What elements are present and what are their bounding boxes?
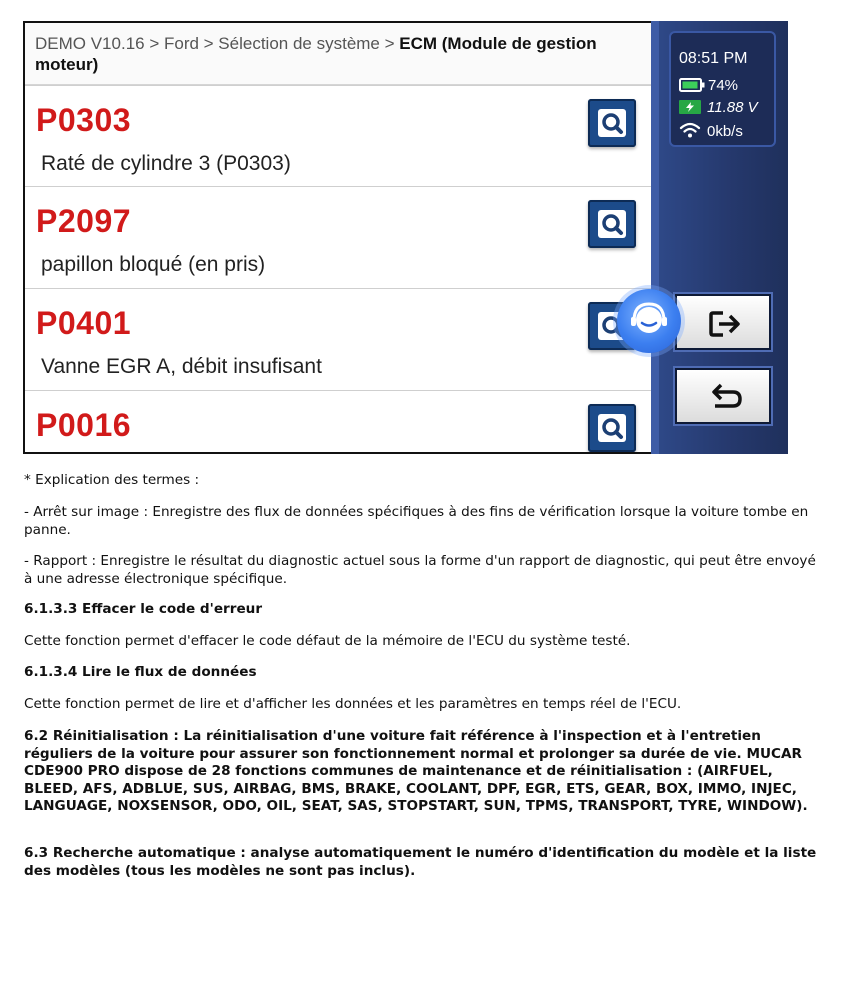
section-heading-clear-code: 6.1.3.3 Effacer le code d'erreur bbox=[24, 601, 263, 617]
voltage-value: 11.88 V bbox=[707, 99, 758, 116]
breadcrumb bbox=[25, 23, 651, 85]
dtc-row[interactable] bbox=[25, 85, 651, 187]
dtc-row[interactable] bbox=[25, 391, 651, 454]
section-reset: 6.2 Réinitialisation : La réinitialisation d'une voiture fait référence à l'inspection et à l'entretien réguliers de la voiture pour assurer son fonctionnement normal et prolonger sa durée de vie. MUCAR CDE900 PRO dispose de 28 fonctions communes de maintenance et de réinitialisation : (AIRFUEL, BLEED, AFS, ADBLUE, SUS, AIRBAG, BMS, BRAKE, COOLANT, DPF, EGR, ETS, GEAR, BOX, IMMO, INJEC, LANGUAGE, NOXSENSOR, ODO, OIL, SEAT, SAS, STOPSTART, SUN, TPMS, TRANSPORT, TYRE, WINDOW). bbox=[24, 728, 808, 814]
clock: 08:51 PM bbox=[679, 50, 748, 67]
section-auto-search: 6.3 Recherche automatique : analyse automatiquement le numéro d'identification du modèle et la liste des modèles (tous les modèles ne sont pas inclus). bbox=[24, 845, 817, 879]
battery-level: 74% bbox=[708, 77, 739, 94]
dtc-description: Vanne EGR A, débit insufisant bbox=[41, 355, 322, 378]
paragraph-live-data: Cette fonction permet de lire et d'afficher les données et les paramètres en temps réel de l'ECU. bbox=[24, 696, 682, 712]
dtc-row[interactable] bbox=[25, 187, 651, 289]
breadcrumb-current: ECM (Module de gestion moteur) bbox=[35, 34, 597, 74]
dtc-list bbox=[25, 85, 651, 454]
status-panel bbox=[669, 31, 776, 147]
wifi-icon bbox=[679, 122, 701, 142]
breadcrumb-path: DEMO V10.16 > Ford > Sélection de système > bbox=[35, 34, 400, 53]
diagnostic-screenshot bbox=[23, 21, 788, 454]
search-icon[interactable] bbox=[588, 404, 636, 452]
exit-button[interactable] bbox=[675, 294, 771, 350]
dtc-description: papillon bloqué (en pris) bbox=[41, 253, 266, 276]
dtc-panel bbox=[23, 21, 651, 454]
back-button[interactable] bbox=[675, 368, 771, 424]
section-heading-live-data: 6.1.3.4 Lire le flux de données bbox=[24, 664, 257, 680]
dtc-row[interactable] bbox=[25, 289, 651, 391]
paragraph-report: - Rapport : Enregistre le résultat du diagnostic actuel sous la forme d'un rapport de diagnostic, qui peut être envoyé à une adresse électronique spécifique. bbox=[24, 553, 816, 587]
dtc-code: P2097 bbox=[36, 203, 132, 239]
dtc-code: P0401 bbox=[36, 305, 132, 341]
paragraph-clear-code: Cette fonction permet d'effacer le code défaut de la mémoire de l'ECU du système testé. bbox=[24, 633, 631, 649]
search-icon[interactable] bbox=[588, 99, 636, 147]
search-icon[interactable] bbox=[588, 200, 636, 248]
network-speed: 0kb/s bbox=[707, 123, 743, 140]
dtc-code: P0303 bbox=[36, 102, 132, 138]
right-sidebar bbox=[651, 21, 788, 454]
dtc-code: P0016 bbox=[36, 407, 132, 443]
dtc-description: Raté de cylindre 3 (P0303) bbox=[41, 152, 291, 175]
assistant-icon[interactable] bbox=[617, 289, 681, 353]
paragraph-freeze-frame: - Arrêt sur image : Enregistre des flux de données spécifiques à des fins de vérification lorsque la voiture tombe en panne. bbox=[24, 504, 809, 538]
voltage-icon bbox=[679, 100, 701, 118]
battery-icon bbox=[679, 78, 705, 96]
terms-heading: * Explication des termes : bbox=[24, 472, 200, 488]
